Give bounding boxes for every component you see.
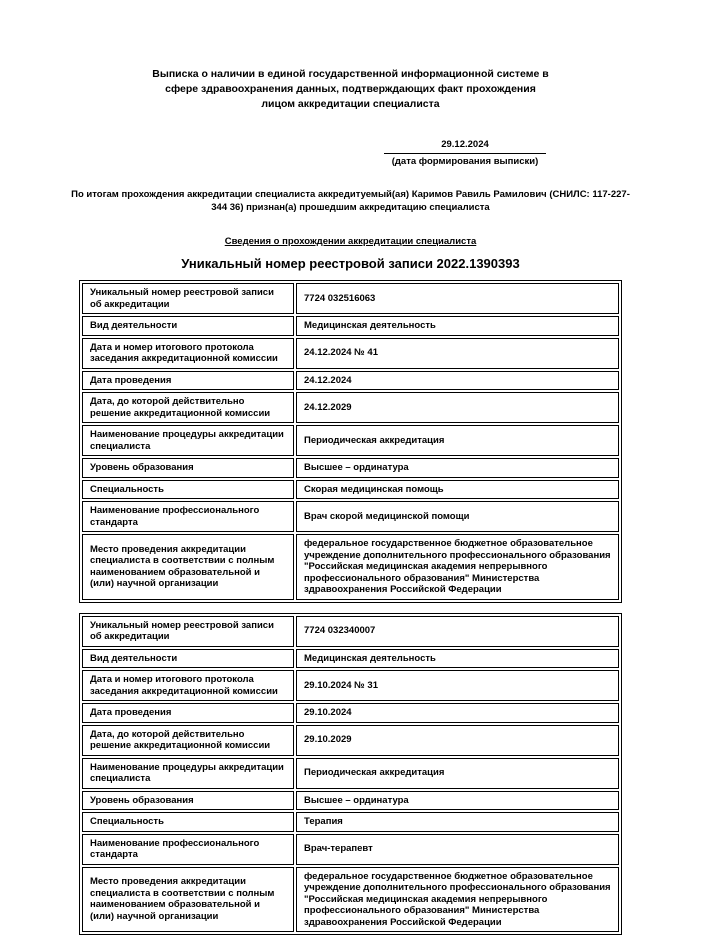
row-label: Уровень образования (82, 458, 294, 478)
accreditation-table-2 (79, 613, 622, 935)
row-value: Высшее – ординатура (296, 791, 619, 811)
table-row (82, 725, 619, 756)
table-row (82, 316, 619, 336)
row-label: Уровень образования (82, 791, 294, 811)
row-value: 29.10.2024 № 31 (296, 670, 619, 701)
document-title: Выписка о наличии в единой государственной информационной системе в сфере здравоохранения данных, подтверждающих факт прохождения лицом аккредитации специалиста (151, 67, 551, 112)
row-value: 29.10.2024 (296, 703, 619, 723)
table-row (82, 480, 619, 500)
row-label: Дата и номер итогового протокола заседания аккредитационной комиссии (82, 338, 294, 369)
row-label: Наименование процедуры аккредитации специалиста (82, 425, 294, 456)
registry-record-heading: Уникальный номер реестровой записи 2022.1390393 (0, 256, 701, 271)
row-label: Уникальный номер реестровой записи об аккредитации (82, 283, 294, 314)
row-value: 7724 032340007 (296, 616, 619, 647)
table-row (82, 649, 619, 669)
table-row (82, 425, 619, 456)
row-value: 24.12.2024 № 41 (296, 338, 619, 369)
row-label: Уникальный номер реестровой записи об аккредитации (82, 616, 294, 647)
table-row (82, 867, 619, 933)
row-label: Дата проведения (82, 703, 294, 723)
row-label: Место проведения аккредитации специалиста в соответствии с полным наименованием образовательной и (или) научной организации (82, 867, 294, 933)
row-value: Периодическая аккредитация (296, 425, 619, 456)
table-row (82, 834, 619, 865)
formation-date-block (384, 139, 546, 168)
row-value: Врач скорой медицинской помощи (296, 501, 619, 532)
table-row (82, 670, 619, 701)
row-label: Дата, до которой действительно решение аккредитационной комиссии (82, 392, 294, 423)
row-label: Специальность (82, 480, 294, 500)
table-row (82, 791, 619, 811)
table-row (82, 338, 619, 369)
section-heading: Сведения о прохождении аккредитации специалиста (0, 236, 701, 247)
row-value: Медицинская деятельность (296, 649, 619, 669)
intro-paragraph: По итогам прохождения аккредитации специалиста аккредитуемый(ая) Каримов Равиль Рамилович (СНИЛС: 117-227-344 36) признан(а) прошедшим аккредитацию специалиста (71, 188, 631, 214)
table-row (82, 501, 619, 532)
row-value: Высшее – ординатура (296, 458, 619, 478)
table-row (82, 703, 619, 723)
table-row (82, 458, 619, 478)
formation-date: 29.12.2024 (384, 139, 546, 154)
row-label: Наименование профессионального стандарта (82, 501, 294, 532)
row-value: Периодическая аккредитация (296, 758, 619, 789)
row-value: Терапия (296, 812, 619, 832)
row-label: Дата и номер итогового протокола заседания аккредитационной комиссии (82, 670, 294, 701)
row-value: Скорая медицинская помощь (296, 480, 619, 500)
row-value: федеральное государственное бюджетное образовательное учреждение дополнительного профессионального образования "Российская медицинская академия непрерывного профессионального образования" Министерства здравоохранения Российской Федерации (296, 534, 619, 600)
table-row (82, 392, 619, 423)
row-value: 24.12.2024 (296, 371, 619, 391)
row-label: Место проведения аккредитации специалиста в соответствии с полным наименованием образовательной и (или) научной организации (82, 534, 294, 600)
formation-date-caption: (дата формирования выписки) (384, 154, 546, 168)
table-row (82, 758, 619, 789)
row-value: 29.10.2029 (296, 725, 619, 756)
row-value: Медицинская деятельность (296, 316, 619, 336)
row-value: Врач-терапевт (296, 834, 619, 865)
row-value: 24.12.2029 (296, 392, 619, 423)
row-value: федеральное государственное бюджетное образовательное учреждение дополнительного профессионального образования "Российская медицинская академия непрерывного профессионального образования" Министерства здравоохранения Российской Федерации (296, 867, 619, 933)
row-label: Наименование процедуры аккредитации специалиста (82, 758, 294, 789)
table-row (82, 616, 619, 647)
row-label: Вид деятельности (82, 649, 294, 669)
row-label: Наименование профессионального стандарта (82, 834, 294, 865)
table-row (82, 283, 619, 314)
row-value: 7724 032516063 (296, 283, 619, 314)
row-label: Специальность (82, 812, 294, 832)
table-row (82, 812, 619, 832)
table-row (82, 534, 619, 600)
row-label: Вид деятельности (82, 316, 294, 336)
table-row (82, 371, 619, 391)
accreditation-table-1 (79, 280, 622, 603)
row-label: Дата проведения (82, 371, 294, 391)
row-label: Дата, до которой действительно решение аккредитационной комиссии (82, 725, 294, 756)
